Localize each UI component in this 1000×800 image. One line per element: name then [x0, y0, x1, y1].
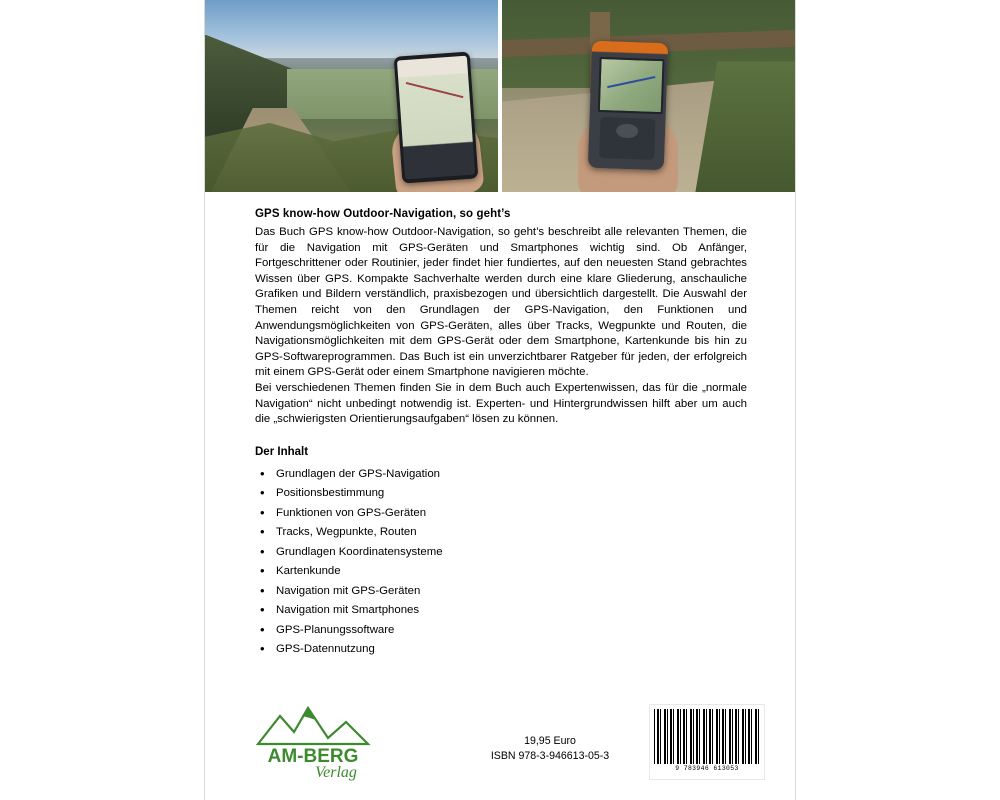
blurb-paragraph-1: Das Buch GPS know-how Outdoor-Navigation, so geht’s beschreibt alle relevanten Themen, die für die Navigation mit GPS-Geräten und Smartphones wichtig sind. Ob Anfänger, Fortgeschrittener oder Routinier, jeder findet hier fundiertes, auf den neuesten Stand gebrachtes Wissen über GPS. Kompakte Sachverhalte werden durch eine klare Gliederung, anschauliche Grafiken und Bildern verständlich, praxisbezogen und übersichtlich dargestellt. Die Auswahl der Themen reicht von den Grundlagen der GPS-Navigation, den Funktionen und Anwendungsmöglichkeiten von GPS-Geräten, alles über Tracks, Wegpunkte und Routen, die Navigationsmöglichkeiten mit dem GPS-Gerät oder dem Smartphone, Kartenkunde bis hin zu GPS-Softwareprogrammen. Das Buch ist ein unverzichtbarer Ratgeber für jeden, der erfolgreich mit einem GPS-Gerät oder einem Smartphone navigieren möchte. [255, 226, 747, 379]
book-back-cover [205, 0, 795, 800]
list-item: • Tracks, Wegpunkte, Routen [255, 523, 747, 543]
gps-map-screen [597, 58, 664, 115]
publisher-subtitle: Verlag [315, 764, 357, 781]
mountain-outline-icon [258, 708, 368, 744]
list-item: • Funktionen von GPS-Geräten [255, 504, 747, 524]
cover-photo-band [205, 0, 795, 192]
isbn-text: ISBN 978-3-946613-05-3 [490, 750, 610, 762]
toc-list [255, 465, 747, 660]
cover-footer [205, 692, 795, 800]
price-text: 19,95 Euro [524, 735, 576, 747]
publisher-logo [250, 700, 382, 782]
list-item: • Grundlagen Koordinatensysteme [255, 543, 747, 563]
publisher-name: AM-BERG [267, 746, 359, 767]
gps-handheld [588, 41, 669, 170]
list-item: • GPS-Planungssoftware [255, 621, 747, 641]
barcode-bars [654, 709, 760, 764]
price-isbn-block [455, 734, 645, 764]
photo-gps-handheld-device [502, 0, 795, 192]
list-item: • Kartenkunde [255, 562, 747, 582]
isbn-barcode [649, 704, 765, 780]
list-item: • Navigation mit Smartphones [255, 601, 747, 621]
list-item: • Grundlagen der GPS-Navigation [255, 465, 747, 485]
photo-smartphone-navigation [205, 0, 498, 192]
blurb-title: GPS know-how Outdoor-Navigation, so geht’s [255, 208, 511, 220]
photo-sky [205, 0, 498, 58]
gps-keypad [599, 117, 655, 159]
list-item: • Positionsbestimmung [255, 484, 747, 504]
blurb-paragraph-2: Bei verschiedenen Themen finden Sie in dem Buch auch Expertenwissen, das für die „normale Navigation“ nicht unbedingt notwendig ist. Experten- und Hintergrundwissen hilft aber um auch die „schwierigsten Orientierungsaufgaben“ lösen zu können. [255, 381, 747, 426]
list-item: • Navigation mit GPS-Geräten [255, 582, 747, 602]
cover-text-content [255, 208, 747, 660]
barcode-digits: 9 783946 613053 [675, 765, 739, 772]
smartphone-map-screen [397, 55, 475, 178]
list-item: • GPS-Datennutzung [255, 640, 747, 660]
toc-title: Der Inhalt [255, 445, 309, 458]
mountain-peak-icon [302, 708, 316, 720]
smartphone-device [394, 51, 479, 183]
